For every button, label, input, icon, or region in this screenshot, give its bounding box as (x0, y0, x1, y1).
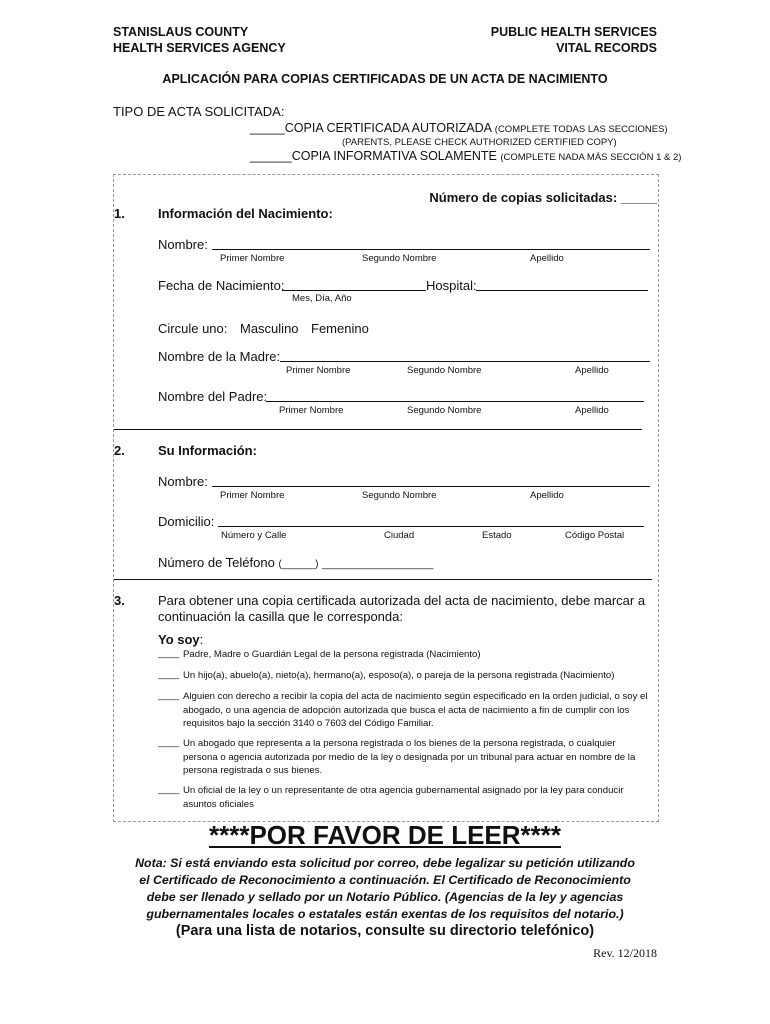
section2-number: 2. (114, 443, 125, 458)
revision-date: Rev. 12/2018 (593, 946, 657, 960)
s2-telefono-field[interactable]: ____________________ (322, 559, 434, 570)
s2-domicilio-label: Domicilio: (158, 514, 215, 529)
notice-line2: el Certificado de Reconocimiento a continuación. El Certificado de Reconocimiento (139, 873, 631, 887)
section3-number: 3. (114, 593, 125, 608)
s2-postal-label: Código Postal (565, 530, 625, 541)
option-certified-note2: (PARENTS, PLEASE CHECK AUTHORIZED CERTIFIED COPY) (342, 137, 617, 148)
option-informational-blank[interactable]: ______ (250, 149, 292, 163)
option-certified-blank[interactable]: _____ (250, 121, 285, 135)
s3-instructions-line1: Para obtener una copia certificada autorizada del acta de nacimiento, debe marcar a (158, 593, 646, 608)
s1-madre-apellido-label: Apellido (575, 365, 609, 376)
s3-checkbox-3[interactable]: ____ (158, 690, 180, 701)
s2-segundo-label: Segundo Nombre (362, 490, 437, 501)
s2-area-code-field[interactable]: (______) (278, 559, 319, 570)
s1-femenino-option[interactable]: Femenino (311, 321, 369, 336)
s3-checkbox-4[interactable]: ____ (158, 737, 180, 748)
s3-checkbox-1[interactable]: ____ (158, 648, 180, 659)
section2-title: Su Información: (158, 443, 257, 458)
copies-requested-field[interactable]: Número de copias solicitadas: _____ (429, 190, 657, 205)
s2-telefono-label (158, 555, 433, 570)
s1-madre-primer-label: Primer Nombre (286, 365, 351, 376)
agency-name-line2: HEALTH SERVICES AGENCY (113, 41, 286, 55)
s1-apellido-label: Apellido (530, 253, 564, 264)
notice-line4: gubernamentales locales o estatales están exentas de los requisitos del notario.) (146, 907, 624, 921)
option-certified-note: (COMPLETE TODAS LAS SECCIONES) (494, 124, 668, 135)
option-informational-label: COPIA INFORMATIVA SOLAMENTE (291, 149, 497, 163)
s3-checkbox-2[interactable]: ____ (158, 669, 180, 680)
section1-title: Información del Nacimiento: (158, 206, 333, 221)
s1-nombre-field[interactable] (212, 249, 650, 250)
s3-instructions-line2: continuación la casilla que le corresponda: (158, 609, 403, 624)
section1-divider (114, 429, 642, 430)
option-informational-copy[interactable] (250, 149, 681, 163)
s1-padre-primer-label: Primer Nombre (279, 405, 344, 416)
s3-option-2: Un hijo(a), abuelo(a), nieto(a), hermano(a), esposo(a), o pareja de la persona registrada (Nacimiento) (183, 670, 615, 681)
s1-segundo-label: Segundo Nombre (362, 253, 437, 264)
department-name-line2: VITAL RECORDS (556, 41, 657, 55)
s1-nombre-label: Nombre: (158, 237, 208, 252)
s1-madre-label: Nombre de la Madre: (158, 349, 281, 364)
s2-domicilio-field[interactable] (218, 526, 644, 527)
s1-circule-label: Circule uno: (158, 321, 228, 336)
s3-checkbox-5[interactable]: ____ (158, 784, 180, 795)
s3-yo-soy-colon: : (199, 632, 204, 647)
form-title: APLICACIÓN PARA COPIAS CERTIFICADAS DE UN ACTA DE NACIMIENTO (162, 72, 608, 86)
s2-apellido-label: Apellido (530, 490, 564, 501)
option-certified-copy[interactable] (250, 121, 668, 135)
s1-madre-field[interactable] (280, 361, 650, 362)
notice-line3: debe ser llenado y sellado por un Notario Público. (Agencias de la ley y agencias (146, 890, 624, 904)
s2-estado-label: Estado (482, 530, 512, 541)
department-name-line1: PUBLIC HEALTH SERVICES (490, 25, 657, 39)
notice-line1: Nota: Si está enviando esta solicitud por correo, debe legalizar su petición utilizando (135, 856, 635, 870)
s1-padre-label: Nombre del Padre: (158, 389, 268, 404)
s1-fecha-label: Fecha de Nacimiento: (158, 278, 285, 293)
s1-padre-segundo-label: Segundo Nombre (407, 405, 482, 416)
s1-hospital-label: Hospital: (426, 278, 477, 293)
agency-name-line1: STANISLAUS COUNTY (113, 25, 249, 39)
s2-calle-label: Número y Calle (221, 530, 287, 541)
s1-padre-apellido-label: Apellido (575, 405, 609, 416)
s2-primer-label: Primer Nombre (220, 490, 285, 501)
s3-yo-soy-text: Yo soy (158, 632, 200, 647)
s1-fecha-field[interactable] (282, 290, 426, 291)
s1-padre-field[interactable] (266, 401, 644, 402)
s1-madre-segundo-label: Segundo Nombre (407, 365, 482, 376)
s1-fecha-sub: Mes, Día, Año (292, 293, 352, 304)
s3-yo-soy (158, 632, 203, 647)
s3-option-4: Un abogado que representa a la persona registrada o los bienes de la persona registrada, o cualquier persona o agencia autorizada por medio de la ley o designada por un tribunal para actuar en nombre de la persona registrada o sus bienes. (183, 738, 636, 776)
s1-masculino-option[interactable]: Masculino (240, 321, 299, 336)
s2-nombre-label: Nombre: (158, 474, 208, 489)
s2-ciudad-label: Ciudad (384, 530, 415, 541)
s3-option-1: Padre, Madre o Guardián Legal de la persona registrada (Nacimiento) (183, 649, 481, 660)
s2-nombre-field[interactable] (212, 486, 650, 487)
option-certified-label: COPIA CERTIFICADA AUTORIZADA (284, 121, 492, 135)
s3-option-5: Un oficial de la ley o un representante de otra agencia gubernamental asignado por la ley para conducir asuntos oficiales (183, 785, 624, 810)
s1-hospital-field[interactable] (476, 290, 648, 291)
notice-heading: ****POR FAVOR DE LEER**** (208, 820, 562, 850)
s3-option-3: Alguien con derecho a recibir la copia del acta de nacimiento según especificado en la orden judicial, o soy el abogado, o una agencia de adopción autorizada que busca el acta de nacimiento a fin de cumplir con los requisitos bajo la sección 3140 o 7603 del Código Familiar. (183, 691, 648, 729)
section1-number: 1. (114, 206, 125, 221)
option-informational-note: (COMPLETE NADA MÁS SECCIÓN 1 & 2) (500, 152, 682, 163)
tipo-label: TIPO DE ACTA SOLICITADA: (113, 104, 285, 119)
s2-telefono-text: Número de Teléfono (158, 555, 275, 570)
notice-line5: (Para una lista de notarios, consulte su directorio telefónico) (175, 923, 595, 939)
s1-primer-label: Primer Nombre (220, 253, 285, 264)
section2-divider (114, 579, 652, 580)
